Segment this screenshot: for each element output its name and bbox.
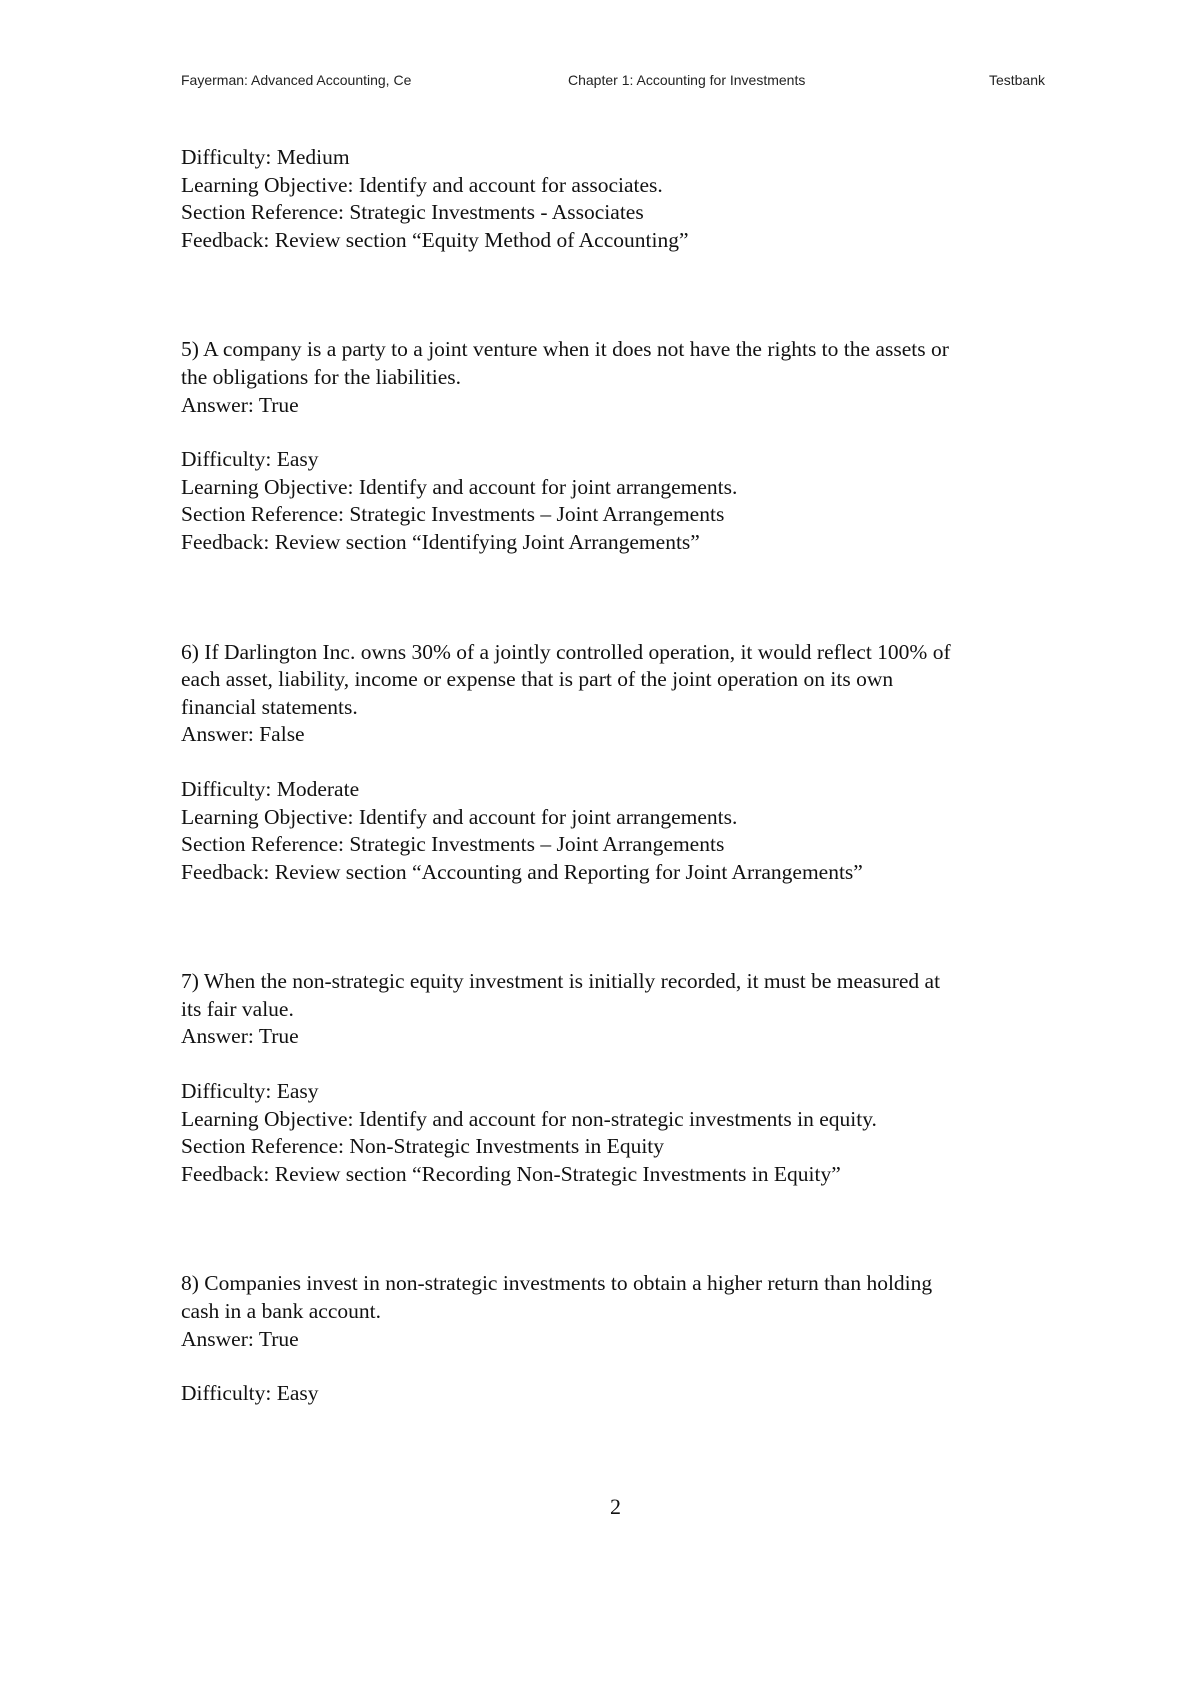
header-chapter-title: Chapter 1: Accounting for Investments: [568, 72, 806, 88]
question-8: [181, 1270, 1061, 1407]
question-line: cash in a bank account.: [181, 1299, 381, 1324]
feedback-line: Feedback: Review section “Identifying Joint Arrangements”: [181, 529, 700, 554]
header-book-title: Fayerman: Advanced Accounting, Ce: [181, 72, 412, 88]
question-line: its fair value.: [181, 996, 294, 1021]
question-line: 7) When the non-strategic equity investment is initially recorded, it must be measured at: [181, 969, 941, 994]
feedback-line: Feedback: Review section “Equity Method of Accounting”: [181, 227, 689, 252]
answer-line: Answer: False: [181, 722, 305, 747]
question-6: [181, 639, 1061, 887]
page-header: [181, 72, 1045, 92]
answer-line: Answer: True: [181, 392, 299, 417]
question-line: the obligations for the liabilities.: [181, 364, 462, 389]
difficulty-line: Difficulty: Moderate: [181, 776, 360, 801]
question-4-metadata: [181, 144, 1061, 254]
section-reference-line: Section Reference: Strategic Investments – Joint Arrangements: [181, 502, 725, 527]
difficulty-line: Difficulty: Easy: [181, 1079, 319, 1104]
page-number: 2: [610, 1494, 621, 1519]
question-line: financial statements.: [181, 694, 358, 719]
question-line: 6) If Darlington Inc. owns 30% of a jointly controlled operation, it would reflect 100% of: [181, 639, 951, 664]
question-text: [181, 968, 1061, 1023]
answer-line: Answer: True: [181, 1326, 299, 1351]
page-content: [181, 144, 1061, 1408]
question-text: [181, 336, 1061, 391]
difficulty-line: Difficulty: Easy: [181, 1381, 319, 1406]
question-text: [181, 639, 1061, 722]
learning-objective-line: Learning Objective: Identify and account for joint arrangements.: [181, 804, 738, 829]
question-metadata: [181, 776, 1061, 886]
question-metadata: [181, 446, 1061, 556]
question-line: each asset, liability, income or expense that is part of the joint operation on its own: [181, 667, 894, 692]
header-testbank-label: Testbank: [988, 72, 1045, 88]
learning-objective-line: Learning Objective: Identify and account for non-strategic investments in equity.: [181, 1106, 877, 1131]
difficulty-line: Difficulty: Medium: [181, 145, 350, 169]
answer-line: Answer: True: [181, 1024, 299, 1049]
question-metadata: [181, 1078, 1061, 1188]
difficulty-line: Difficulty: Easy: [181, 447, 319, 472]
section-reference-line: Section Reference: Strategic Investments - Associates: [181, 200, 644, 225]
section-reference-line: Section Reference: Non-Strategic Investments in Equity: [181, 1134, 665, 1159]
question-7: [181, 968, 1061, 1188]
question-line: 8) Companies invest in non-strategic investments to obtain a higher return than holding: [181, 1271, 933, 1296]
learning-objective-line: Learning Objective: Identify and account for joint arrangements.: [181, 474, 738, 499]
feedback-line: Feedback: Review section “Accounting and Reporting for Joint Arrangements”: [181, 859, 863, 884]
section-reference-line: Section Reference: Strategic Investments – Joint Arrangements: [181, 832, 725, 857]
question-metadata: [181, 1380, 1061, 1408]
question-text: [181, 1270, 1061, 1325]
question-line: 5) A company is a party to a joint venture when it does not have the rights to the assets or: [181, 337, 949, 362]
feedback-line: Feedback: Review section “Recording Non-Strategic Investments in Equity”: [181, 1161, 841, 1186]
learning-objective-line: Learning Objective: Identify and account for associates.: [181, 172, 663, 197]
question-5: [181, 336, 1061, 556]
